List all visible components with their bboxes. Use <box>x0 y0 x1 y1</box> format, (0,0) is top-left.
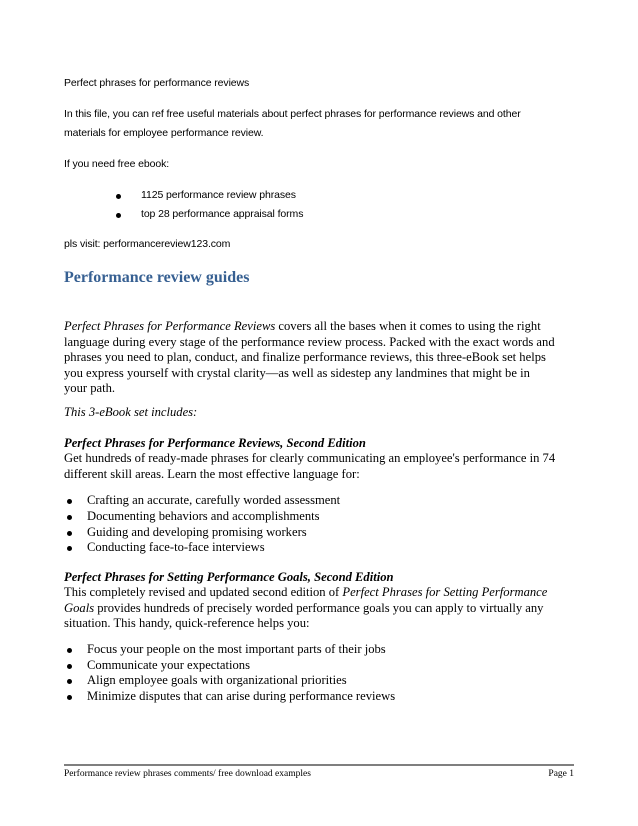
bullet-icon <box>116 213 121 218</box>
ebook-item-label: top 28 performance appraisal forms <box>141 208 304 220</box>
book2-bullet-item: Minimize disputes that can arise during performance reviews <box>64 689 395 705</box>
footer-text: Performance review phrases comments/ free download examples <box>64 769 311 779</box>
ebook-list-item <box>116 208 303 220</box>
book2-bullet-item: Align employee goals with organizational priorities <box>64 673 347 689</box>
book1-bullet-item: Crafting an accurate, carefully worded assessment <box>64 493 340 509</box>
bullet-icon <box>67 664 72 669</box>
book1-desc-line-2: different skill areas. Learn the most effective language for: <box>64 467 360 481</box>
page-number: Page 1 <box>548 769 574 779</box>
intro-paragraph-line-2: materials for employee performance review. <box>64 127 264 139</box>
book1-bullet-item: Documenting behaviors and accomplishments <box>64 509 320 525</box>
guide-intro-line-1: Perfect Phrases for Performance Reviews covers all the bases when it comes to using the right <box>64 319 541 333</box>
ebook-item-label: 1125 performance review phrases <box>141 189 296 201</box>
book-title-inline: Goals <box>64 601 95 615</box>
book2-bullet-item: Focus your people on the most important parts of their jobs <box>64 642 386 658</box>
book2-bullet-item: Communicate your expectations <box>64 658 250 674</box>
intro-title: Perfect phrases for performance reviews <box>64 77 250 89</box>
intro-paragraph-line-1: In this file, you can ref free useful materials about perfect phrases for performance reviews and other <box>64 108 521 120</box>
book2-desc-line-2: Goals provides hundreds of precisely worded performance goals you can apply to virtually any <box>64 601 544 615</box>
book2-title: Perfect Phrases for Setting Performance Goals, Second Edition <box>64 570 394 584</box>
bullet-icon <box>116 194 121 199</box>
guide-intro-line-4: you express yourself with crystal clarity—as well as sidestep any landmines that might be in <box>64 366 530 380</box>
guide-intro-line-5: your path. <box>64 381 116 395</box>
ebook-list-item <box>116 189 296 201</box>
bullet-icon <box>67 648 72 653</box>
book-title-inline: Perfect Phrases for Setting Performance <box>342 585 548 599</box>
section-heading: Performance review guides <box>64 269 250 286</box>
guide-intro-line-3: phrases you need to plan, conduct, and finalize performance reviews, this three-eBook set helps <box>64 350 546 364</box>
footer-divider <box>64 764 574 766</box>
ebook-prompt: If you need free ebook: <box>64 158 170 170</box>
book2-desc-line-3: situation. This handy, quick-reference helps you: <box>64 616 310 630</box>
book-title-inline: Perfect Phrases for Performance Reviews <box>64 319 276 333</box>
book1-title: Perfect Phrases for Performance Reviews, Second Edition <box>64 436 366 450</box>
bullet-icon <box>67 499 72 504</box>
bullet-icon <box>67 546 72 551</box>
book1-bullet-item: Conducting face-to-face interviews <box>64 540 265 556</box>
book1-desc-line-1: Get hundreds of ready-made phrases for clearly communicating an employee's performance in 74 <box>64 451 556 465</box>
book1-bullet-item: Guiding and developing promising workers <box>64 525 307 541</box>
bullet-icon <box>67 531 72 536</box>
bullet-icon <box>67 679 72 684</box>
bullet-icon <box>67 695 72 700</box>
guide-intro-line-2: language during every stage of the performance review process. Packed with the exact words and <box>64 335 555 349</box>
set-includes-label: This 3-eBook set includes: <box>64 405 198 419</box>
bullet-icon <box>67 515 72 520</box>
visit-link-text: pls visit: performancereview123.com <box>64 238 231 250</box>
book2-desc-line-1: This completely revised and updated second edition of Perfect Phrases for Setting Performance <box>64 585 548 599</box>
